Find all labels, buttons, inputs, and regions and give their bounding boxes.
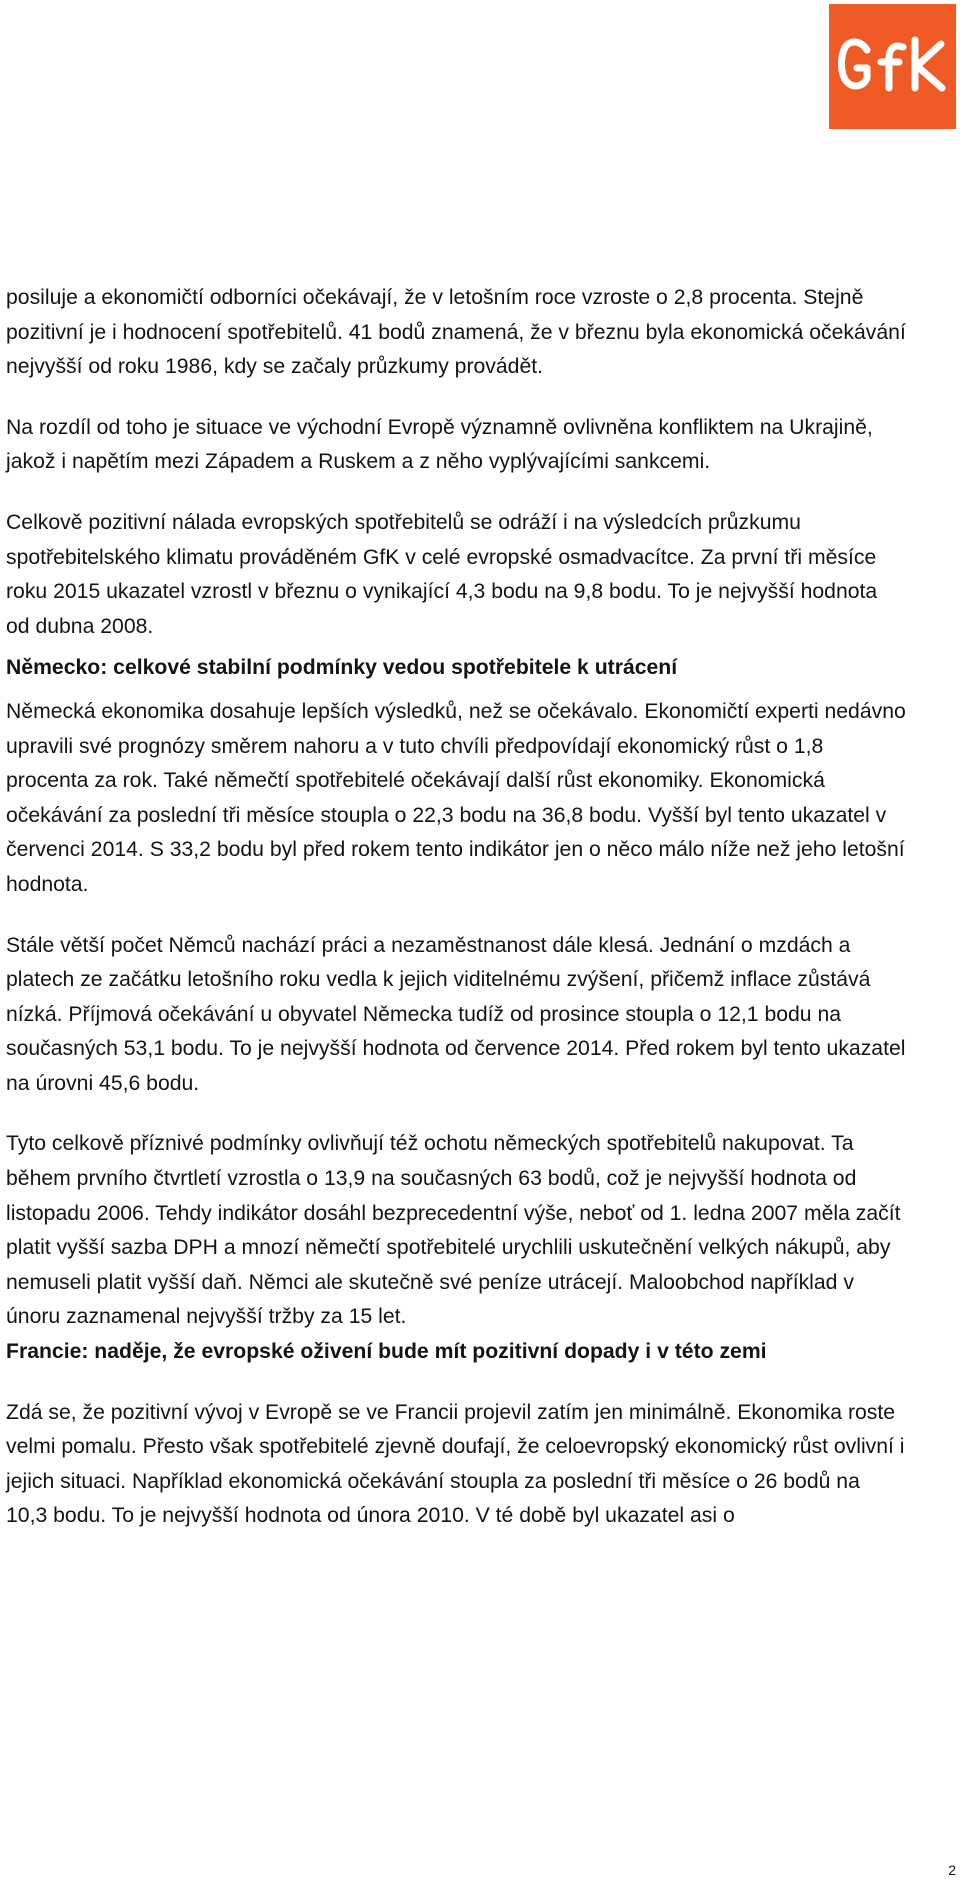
document-body	[6, 281, 906, 1534]
gfk-logo	[829, 4, 956, 129]
paragraph: Stále větší počet Němců nachází práci a nezaměstnanost dále klesá. Jednání o mzdách a platech ze začátku letošního roku vedla k jejich viditelnému zvýšení, přičemž inflace zůstává nízká. Příjmová očekávání u obyvatel Německa tudíž od prosince stoupla o 12,1 bodu na současných 53,1 bodu. To je nejvyšší hodnota od července 2014. Před rokem byl tento ukazatel na úrovni 45,6 bodu.	[6, 933, 906, 1095]
paragraph: Celkově pozitivní nálada evropských spotřebitelů se odráží i na výsledcích průzkumu spotřebitelského klimatu prováděném GfK v celé evropské osmadvacítce. Za první tři měsíce roku 2015 ukazatel vzrostl v březnu o vynikající 4,3 bodu na 9,8 bodu. To je nejvyšší hodnota od dubna 2008.	[6, 510, 878, 638]
paragraph: Na rozdíl od toho je situace ve východní Evropě významně ovlivněna konfliktem na Ukrajině, jakož i napětím mezi Západem a Ruskem a z něho vyplývajícími sankcemi.	[6, 415, 873, 474]
paragraph: posiluje a ekonomičtí odborníci očekávají, že v letošním roce vzroste o 2,8 procenta. Stejně pozitivní je i hodnocení spotřebitelů. 41 bodů znamená, že v březnu byla ekonomická očekávání nejvyšší od roku 1986, kdy se začaly průzkumy provádět.	[6, 286, 906, 379]
paragraph: Tyto celkově příznivé podmínky ovlivňují též ochotu německých spotřebitelů nakupovat. Ta během prvního čtvrtletí vzrostla o 13,9 na současných 63 bodů, což je nejvyšší hodnota od listopadu 2006. Tehdy indikátor dosáhl bezprecedentní výše, neboť od 1. ledna 2007 měla začít platit vyšší sazba DPH a mnozí němečtí spotřebitelé urychlili uskutečnění velkých nákupů, aby nemuseli platit vyšší daň. Němci ale skutečně své peníze utrácejí. Maloobchod například v únoru zaznamenal nejvyšší tržby za 15 let.	[6, 1132, 901, 1329]
section-heading-germany: Německo: celkové stabilní podmínky vedou spotřebitele k utrácení	[6, 656, 678, 680]
page-number: 2	[948, 1862, 956, 1878]
paragraph: Německá ekonomika dosahuje lepších výsledků, než se očekávalo. Ekonomičtí experti nedávno upravili své prognózy směrem nahoru a v tuto chvíli předpovídají ekonomický růst o 1,8 procenta za rok. Také němečtí spotřebitelé očekávají další růst ekonomiky. Ekonomická očekávání za poslední tři měsíce stoupla o 22,3 bodu na 36,8 bodu. Vyšší byl tento ukazatel v červenci 2014. S 33,2 bodu byl před rokem tento indikátor jen o něco málo níže než jeho letošní hodnota.	[6, 699, 906, 896]
section-heading-france: Francie: naděje, že evropské oživení bude mít pozitivní dopady i v této zemi	[6, 1340, 767, 1364]
gfk-logo-mark	[829, 4, 956, 129]
paragraph: Zdá se, že pozitivní vývoj v Evropě se ve Francii projevil zatím jen minimálně. Ekonomika roste velmi pomalu. Přesto však spotřebitelé zjevně doufají, že celoevropský ekonomický růst ovlivní i jejich situaci. Například ekonomická očekávání stoupla za poslední tři měsíce o 26 bodů na 10,3 bodu. To je nejvyšší hodnota od února 2010. V té době byl ukazatel asi o	[6, 1400, 905, 1528]
